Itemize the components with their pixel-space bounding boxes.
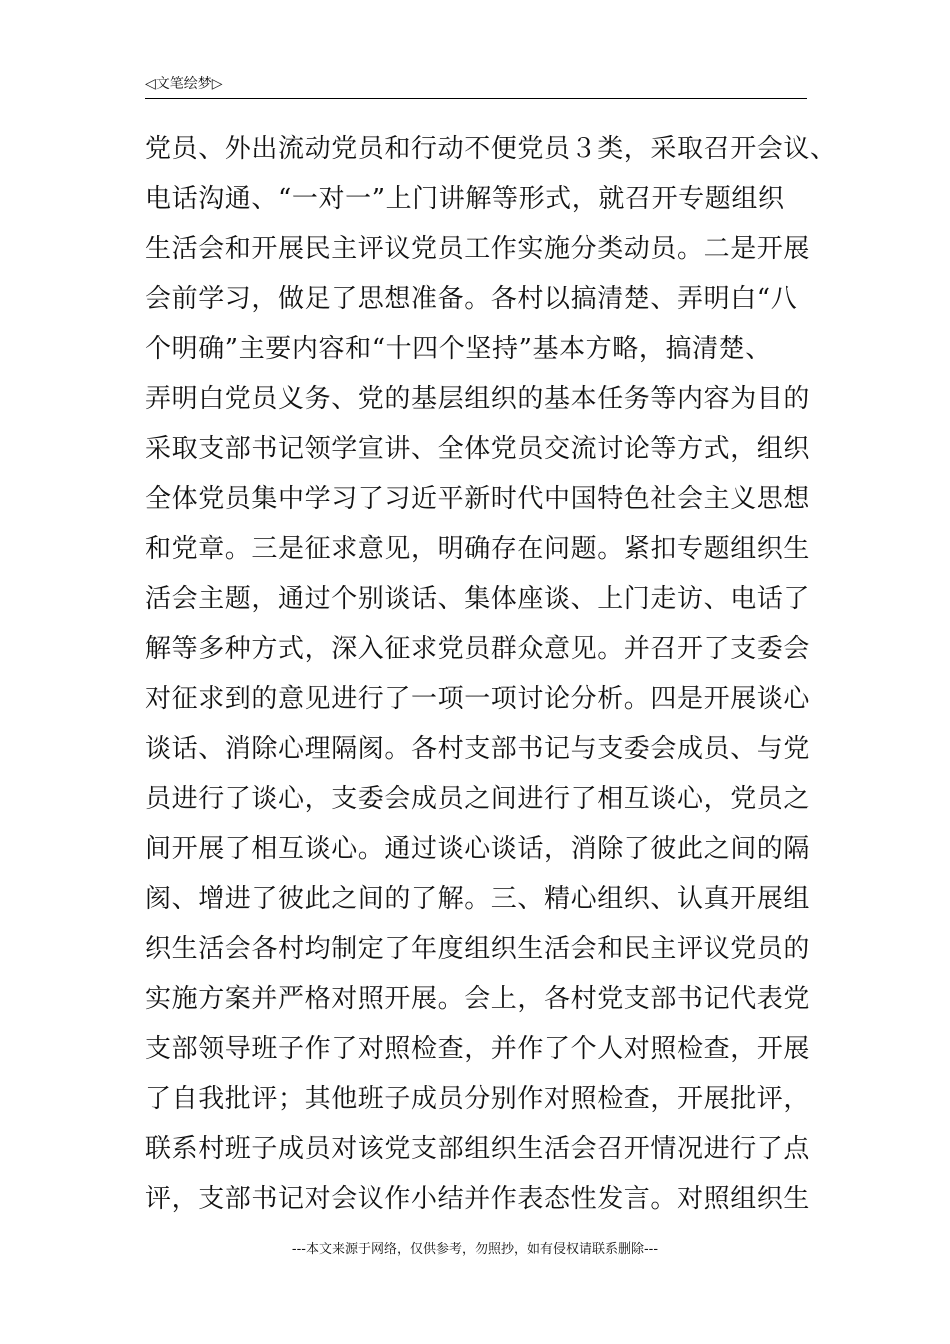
body-line: 采取支部书记领学宣讲、全体党员交流讨论等方式，组织	[145, 434, 811, 464]
body-line: 支部领导班子作了对照检查，并作了个人对照检查，开展	[145, 1034, 811, 1064]
body-line: 活会主题，通过个别谈话、集体座谈、上门走访、电话了	[145, 584, 811, 614]
header-brand-mark: ◁文笔绘梦▷	[145, 76, 223, 92]
body-line: 阂、增进了彼此之间的了解。三、精心组织、认真开展组	[145, 884, 811, 914]
body-line: 了自我批评；其他班子成员分别作对照检查，开展批评，	[145, 1084, 811, 1114]
body-line: 织生活会各村均制定了年度组织生活会和民主评议党员的	[145, 934, 811, 964]
body-line: 解等多种方式，深入征求党员群众意见。并召开了支委会	[145, 634, 811, 664]
body-line: 谈话、消除心理隔阂。各村支部书记与支委会成员、与党	[145, 734, 811, 764]
body-line: 和党章。三是征求意见，明确存在问题。紧扣专题组织生	[145, 534, 811, 564]
page-header	[145, 74, 807, 99]
body-line: 全体党员集中学习了习近平新时代中国特色社会主义思想	[145, 484, 811, 514]
body-line: 评，支部书记对会议作小结并作表态性发言。对照组织生	[145, 1184, 811, 1214]
body-line: 个明确”主要内容和“十四个坚持”基本方略，搞清楚、	[145, 334, 772, 364]
body-line: 实施方案并严格对照开展。会上，各村党支部书记代表党	[145, 984, 811, 1014]
body-line: 联系村班子成员对该党支部组织生活会召开情况进行了点	[145, 1134, 811, 1164]
body-line: 弄明白党员义务、党的基层组织的基本任务等内容为目的	[145, 384, 811, 414]
body-line: 间开展了相互谈心。通过谈心谈话，消除了彼此之间的隔	[145, 834, 811, 864]
body-line: 员进行了谈心，支委会成员之间进行了相互谈心，党员之	[145, 784, 811, 814]
page-footer-notice: ---本文来源于网络，仅供参考，勿照抄，如有侵权请联系删除---	[291, 1242, 659, 1257]
body-line: 电话沟通、“一对一”上门讲解等形式，就召开专题组织	[145, 184, 785, 214]
body-line: 党员、外出流动党员和行动不便党员３类，采取召开会议、	[145, 134, 837, 164]
document-body	[145, 124, 837, 1224]
body-line: 生活会和开展民主评议党员工作实施分类动员。二是开展	[145, 234, 811, 264]
body-line: 对征求到的意见进行了一项一项讨论分析。四是开展谈心	[145, 684, 811, 714]
body-line: 会前学习，做足了思想准备。各村以搞清楚、弄明白“八	[145, 284, 798, 314]
